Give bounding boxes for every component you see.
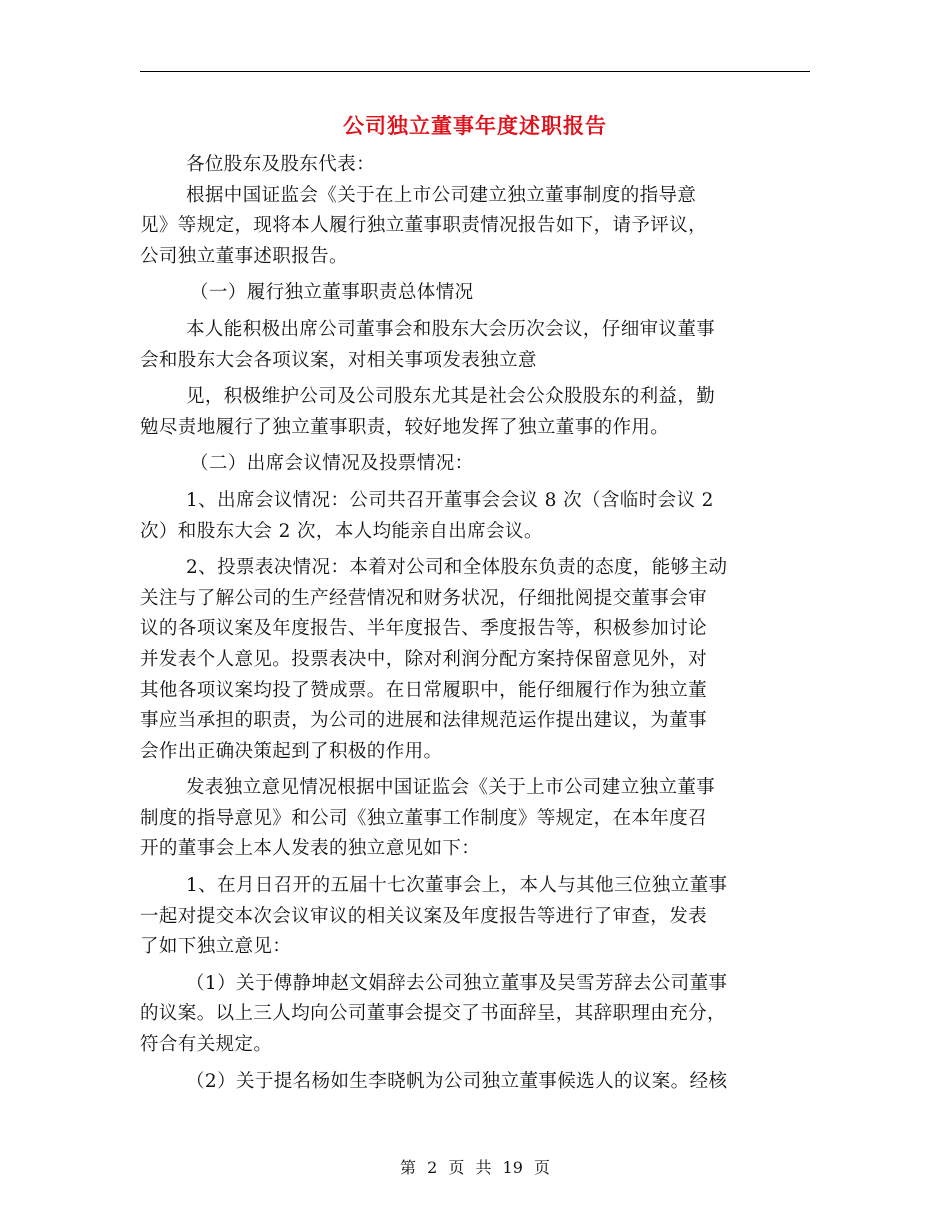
paragraph-line: 见，积极维护公司及公司股东尤其是社会公众股股东的利益，勤: [186, 386, 716, 408]
paragraph-line: 根据中国证监会《关于在上市公司建立独立董事制度的指导意: [186, 184, 697, 206]
section-heading: （一）履行独立董事职责总体情况: [190, 282, 474, 304]
paragraph-line: 本人能积极出席公司董事会和股东大会历次会议，仔细审议董事: [186, 318, 716, 340]
paragraph-line: 会和股东大会各项议案，对相关事项发表独立意: [140, 349, 537, 371]
paragraph-line: 议的各项议案及年度报告、半年度报告、季度报告等，积极参加讨论: [140, 618, 708, 640]
paragraph-line: 并发表个人意见。投票表决中，除对利润分配方案持保留意见外，对: [140, 648, 708, 670]
paragraph-line: 1、在月日召开的五届十七次董事会上，本人与其他三位独立董事: [186, 875, 728, 897]
paragraph-line: 次）和股东大会 2 次，本人均能亲自出席会议。: [140, 520, 543, 542]
paragraph-line: 2、投票表决情况：本着对公司和全体股东负责的态度，能够主动: [186, 557, 728, 579]
paragraph-line: （2）关于提名杨如生李晓帆为公司独立董事候选人的议案。经核: [186, 1070, 728, 1092]
header-rule: [140, 71, 810, 72]
paragraph-line: 见》等规定，现将本人履行独立董事职责情况报告如下，请予评议，: [140, 215, 708, 237]
document-body: [140, 150, 810, 1097]
paragraph-line: 发表独立意见情况根据中国证监会《关于上市公司建立独立董事: [186, 777, 716, 799]
paragraph-line: 的议案。以上三人均向公司董事会提交了书面辞呈，其辞职理由充分，: [140, 1003, 726, 1025]
paragraph-line: （1）关于傅静坤赵文娟辞去公司独立董事及吴雪芳辞去公司董事: [186, 972, 728, 994]
paragraph-line: 制度的指导意见》和公司《独立董事工作制度》等规定，在本年度召: [140, 807, 708, 829]
paragraph-line: 开的董事会上本人发表的独立意见如下：: [140, 838, 481, 860]
document-title: 公司独立董事年度述职报告: [343, 113, 607, 138]
paragraph-line: 其他各项议案均投了赞成票。在日常履职中，能仔细履行作为独立董: [140, 679, 708, 701]
paragraph-line: 符合有关规定。: [140, 1034, 273, 1056]
salutation-line: 各位股东及股东代表：: [186, 154, 376, 175]
paragraph-line: 1、出席会议情况：公司共召开董事会会议 8 次（含临时会议 2: [186, 489, 714, 511]
paragraph-line: 事应当承担的职责，为公司的进展和法律规范运作提出建议，为董事: [140, 710, 708, 732]
page-number: 第 2 页 共 19 页: [400, 1158, 550, 1177]
paragraph-line: 关注与了解公司的生产经营情况和财务状况，仔细批阅提交董事会审: [140, 587, 708, 609]
section-heading: （二）出席会议情况及投票情况：: [190, 453, 474, 475]
paragraph-line: 勉尽责地履行了独立董事职责，较好地发挥了独立董事的作用。: [140, 416, 670, 438]
paragraph-line: 一起对提交本次会议审议的相关议案及年度报告等进行了审查，发表: [140, 905, 708, 927]
paragraph-line: 会作出正确决策起到了积极的作用。: [140, 740, 443, 762]
paragraph-line: 公司独立董事述职报告。: [140, 245, 348, 267]
paragraph-line: 了如下独立意见：: [140, 936, 292, 958]
